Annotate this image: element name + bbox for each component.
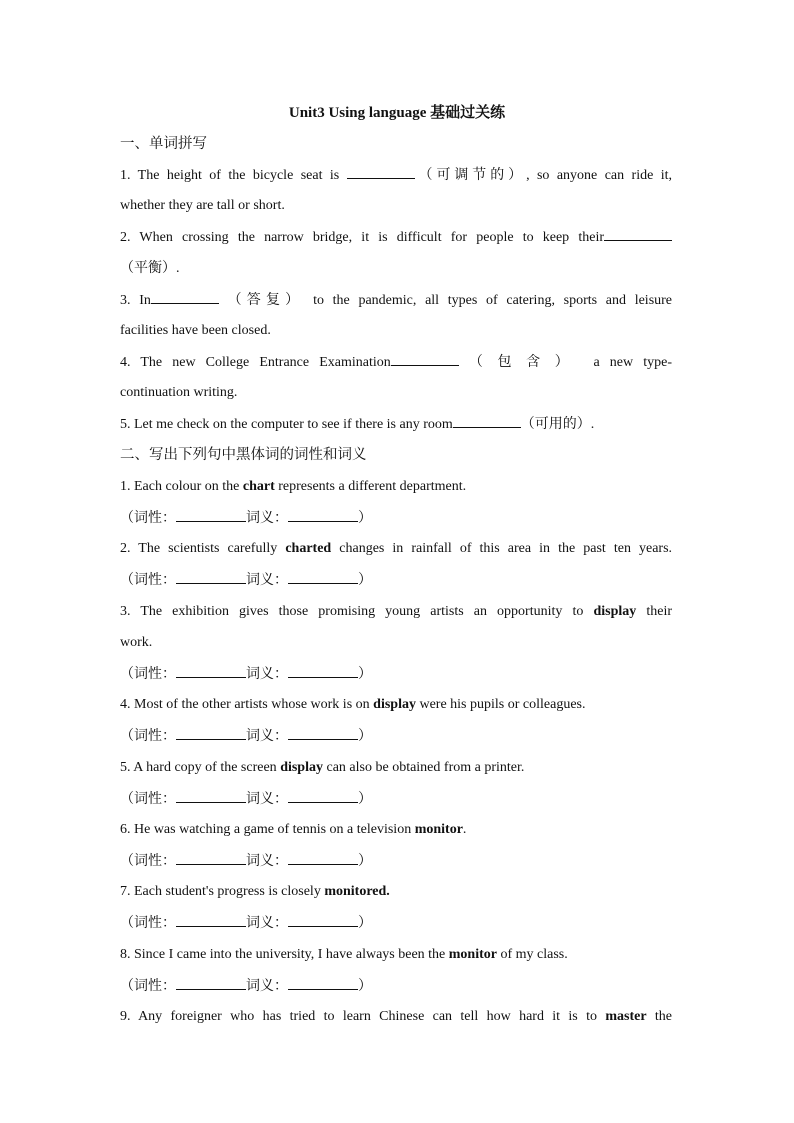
s1-q2-line1: 2. When crossing the narrow bridge, it is difficult for people to keep their: [120, 226, 672, 249]
s1-q4-line1: 4. The new College Entrance Examination （包含） a new type-: [120, 351, 672, 374]
s2-q1-sentence: 1. Each colour on the chart represents a different department.: [120, 479, 467, 494]
s2-q2-bold-word: charted: [285, 541, 332, 556]
s2-q1-bold-word: chart: [242, 479, 275, 494]
s2-q3-meaning-blank[interactable]: [288, 663, 358, 678]
s1-q5-blank[interactable]: [453, 413, 521, 428]
s2-q1-answer: （词性： 词义： ）: [120, 507, 672, 529]
s2-q4-pos-blank[interactable]: [176, 725, 246, 740]
s1-q3-line2: facilities have been closed.: [120, 323, 271, 338]
s2-q6-bold-word: monitor: [414, 822, 463, 837]
s2-q2-pos-blank[interactable]: [176, 569, 246, 584]
s1-q4-line2: continuation writing.: [120, 385, 238, 400]
s2-q2-meaning-blank[interactable]: [288, 569, 358, 584]
s2-q4-meaning-blank[interactable]: [288, 725, 358, 740]
s2-q5-answer: （词性： 词义： ）: [120, 788, 672, 810]
s2-q5-bold-word: display: [280, 760, 323, 775]
s2-q7-pos-blank[interactable]: [176, 912, 246, 927]
s2-q3-sentence-cont: work.: [120, 635, 153, 650]
s1-q1-blank[interactable]: [347, 164, 415, 179]
s2-q7-answer: （词性： 词义： ）: [120, 912, 672, 934]
s2-q1-pos-blank[interactable]: [176, 507, 246, 522]
s2-q6-pos-blank[interactable]: [176, 850, 246, 865]
s2-q5-sentence: 5. A hard copy of the screen display can also be obtained from a printer.: [120, 760, 525, 775]
s2-q5-meaning-blank[interactable]: [288, 788, 358, 803]
s2-q3-pos-blank[interactable]: [176, 663, 246, 678]
s2-q8-answer: （词性： 词义： ）: [120, 975, 672, 997]
s1-q5-line1: 5. Let me check on the computer to see if there is any room （可用的）.: [120, 413, 672, 436]
s2-q6-answer: （词性： 词义： ）: [120, 850, 672, 872]
section1-heading: 一、单词拼写: [120, 136, 207, 152]
s2-q1-meaning-blank[interactable]: [288, 507, 358, 522]
s1-q4-blank[interactable]: [391, 351, 459, 366]
s1-q1-line1: 1. The height of the bicycle seat is （可调节的）, so anyone can ride it,: [120, 164, 672, 187]
s2-q3-sentence: 3. The exhibition gives those promising young artists an opportunity to display their: [120, 604, 673, 619]
section2-heading: 二、写出下列句中黑体词的词性和词义: [120, 447, 367, 463]
s2-q8-bold-word: monitor: [448, 947, 497, 962]
s1-q2-blank[interactable]: [604, 226, 672, 241]
s2-q6-meaning-blank[interactable]: [288, 850, 358, 865]
s2-q7-sentence: 7. Each student's progress is closely monitored.: [120, 884, 390, 899]
s2-q2-answer: （词性： 词义： ）: [120, 569, 672, 591]
s2-q8-sentence: 8. Since I came into the university, I have always been the monitor of my class.: [120, 947, 568, 962]
s2-q6-sentence: 6. He was watching a game of tennis on a television monitor.: [120, 822, 467, 837]
s2-q4-sentence: 4. Most of the other artists whose work is on display were his pupils or colleagues.: [120, 697, 586, 712]
s2-q8-pos-blank[interactable]: [176, 975, 246, 990]
s2-q4-answer: （词性： 词义： ）: [120, 725, 672, 747]
s2-q7-bold-word: monitored.: [324, 884, 390, 899]
s2-q3-bold-word: display: [593, 604, 637, 619]
s1-q3-line1: 3. In （答复） to the pandemic, all types of catering, sports and leisure: [120, 289, 672, 312]
page-title: Unit3 Using language 基础过关练: [288, 105, 506, 121]
s2-q3-answer: （词性： 词义： ）: [120, 663, 672, 685]
s2-q9-sentence: 9. Any foreigner who has tried to learn Chinese can tell how hard it is to master the: [120, 1009, 672, 1024]
s2-q2-sentence: 2. The scientists carefully charted changes in rainfall of this area in the past ten years.: [120, 541, 673, 556]
s1-q1-line2: whether they are tall or short.: [120, 198, 285, 213]
s2-q4-bold-word: display: [373, 697, 416, 712]
s2-q9-bold-word: master: [605, 1009, 647, 1024]
s2-q8-meaning-blank[interactable]: [288, 975, 358, 990]
s2-q5-pos-blank[interactable]: [176, 788, 246, 803]
s1-q3-blank[interactable]: [151, 289, 219, 304]
s2-q7-meaning-blank[interactable]: [288, 912, 358, 927]
s1-q2-line2: （平衡）.: [120, 260, 180, 276]
